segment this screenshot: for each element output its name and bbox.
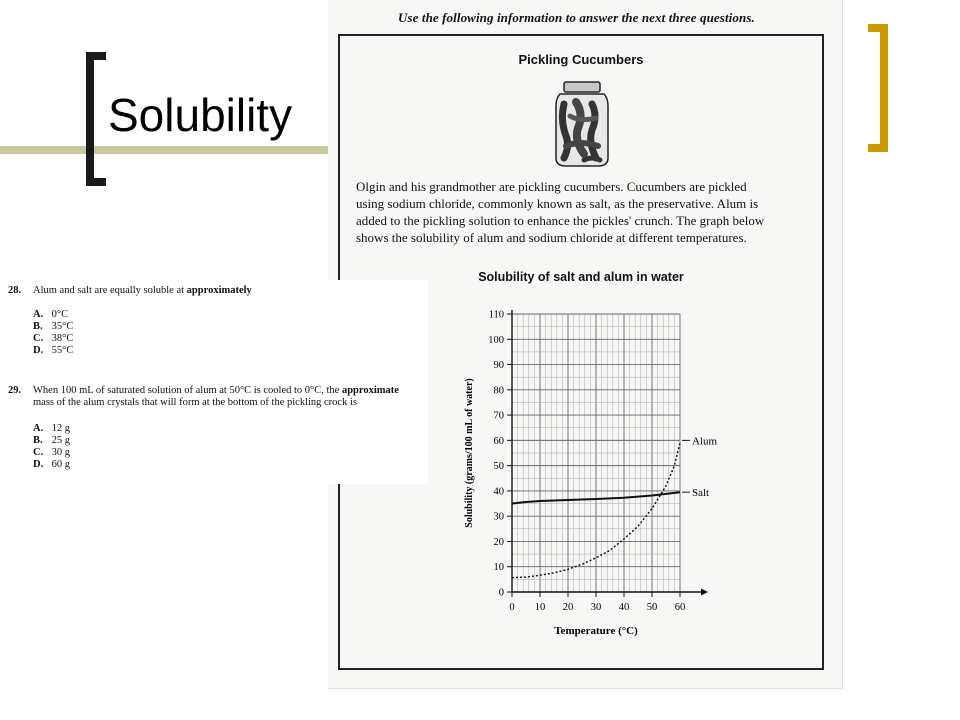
stem-emphasis: approximately	[186, 285, 252, 296]
instructions-text: Use the following information to answer the next three questions.	[398, 10, 755, 25]
answer-option[interactable]	[33, 423, 70, 435]
chart-title: Solubility of salt and alum in water	[478, 270, 684, 284]
option-letter: B.	[33, 435, 43, 446]
x-tick-label: 60	[674, 602, 686, 613]
option-text: 30 g	[51, 447, 70, 458]
y-tick-label: 10	[493, 562, 504, 574]
passage-line: using sodium chloride, commonly known as salt, as the preservative. Alum is	[356, 196, 759, 211]
question-stem	[33, 385, 429, 409]
y-tick-label: 0	[498, 587, 504, 599]
stem-text: Alum and salt are equally soluble at	[33, 285, 187, 296]
option-letter: A.	[33, 423, 44, 434]
option-letter: D.	[33, 345, 44, 356]
option-text: 0°C	[51, 309, 69, 320]
answer-option[interactable]	[33, 321, 73, 333]
option-text: 55°C	[51, 345, 74, 356]
x-axis-label: Temperature (°C)	[554, 625, 638, 637]
x-tick-label: 40	[618, 602, 630, 613]
passage-line: shows the solubility of alum and sodium chloride at different temperatures.	[356, 230, 747, 245]
option-letter: B.	[33, 321, 43, 332]
question-stem	[33, 285, 429, 297]
passage-text	[356, 178, 806, 246]
y-tick-label: 90	[493, 360, 504, 372]
x-tick-label: 50	[646, 602, 658, 613]
option-letter: D.	[33, 459, 44, 470]
passage-line: added to the pickling solution to enhance the pickles' crunch. The graph below	[356, 213, 765, 228]
option-text: 25 g	[51, 435, 70, 446]
y-tick-label: 100	[488, 334, 504, 346]
x-tick-label: 30	[590, 602, 602, 613]
x-tick-label: 10	[534, 602, 546, 613]
series-label: Salt	[692, 487, 710, 500]
answer-options	[33, 309, 73, 357]
answer-option[interactable]	[33, 333, 73, 345]
option-letter: A.	[33, 309, 44, 320]
stem-text-line2: mass of the alum crystals that will form at the bottom of the pickling crock is	[33, 397, 357, 408]
x-axis-arrow	[701, 589, 708, 596]
y-tick-label: 40	[493, 486, 504, 498]
answer-option[interactable]	[33, 459, 70, 471]
y-tick-label: 30	[493, 511, 504, 523]
y-tick-label: 110	[488, 309, 504, 321]
option-text: 12 g	[51, 423, 70, 434]
answer-options	[33, 423, 70, 471]
option-text: 38°C	[51, 333, 74, 344]
x-tick-label: 0	[509, 602, 515, 613]
y-tick-label: 20	[493, 536, 504, 548]
question-number: 29.	[8, 385, 22, 396]
solubility-chart	[448, 300, 728, 680]
y-axis-label: Solubility (grams/100 mL of water)	[464, 378, 475, 528]
title-accent-bar	[0, 146, 330, 154]
answer-option[interactable]	[33, 309, 73, 321]
y-tick-label: 80	[493, 385, 504, 397]
answer-option[interactable]	[33, 345, 73, 357]
questions-panel	[0, 280, 428, 484]
passage-line: Olgin and his grandmother are pickling cucumbers. Cucumbers are pickled	[356, 179, 747, 194]
series-label: Alum	[692, 435, 718, 448]
option-letter: C.	[33, 447, 44, 458]
box-title: Pickling Cucumbers	[518, 52, 644, 67]
stem-emphasis: approximate	[341, 385, 399, 396]
option-text: 35°C	[51, 321, 74, 332]
left-bracket-decoration	[86, 52, 106, 186]
option-text: 60 g	[51, 459, 70, 470]
slide-title: Solubility	[108, 89, 293, 141]
answer-option[interactable]	[33, 435, 70, 447]
answer-option[interactable]	[33, 447, 70, 459]
y-tick-label: 60	[493, 435, 504, 447]
stem-text: When 100 mL of saturated solution of alum at 50°C is cooled to 0°C, the	[33, 385, 342, 396]
option-letter: C.	[33, 333, 44, 344]
pickle-jar-illustration	[540, 80, 624, 170]
question-number: 28.	[8, 285, 22, 296]
right-bracket-decoration	[868, 24, 888, 152]
x-tick-label: 20	[562, 602, 574, 613]
y-tick-label: 50	[493, 461, 504, 473]
y-tick-label: 70	[493, 410, 504, 422]
